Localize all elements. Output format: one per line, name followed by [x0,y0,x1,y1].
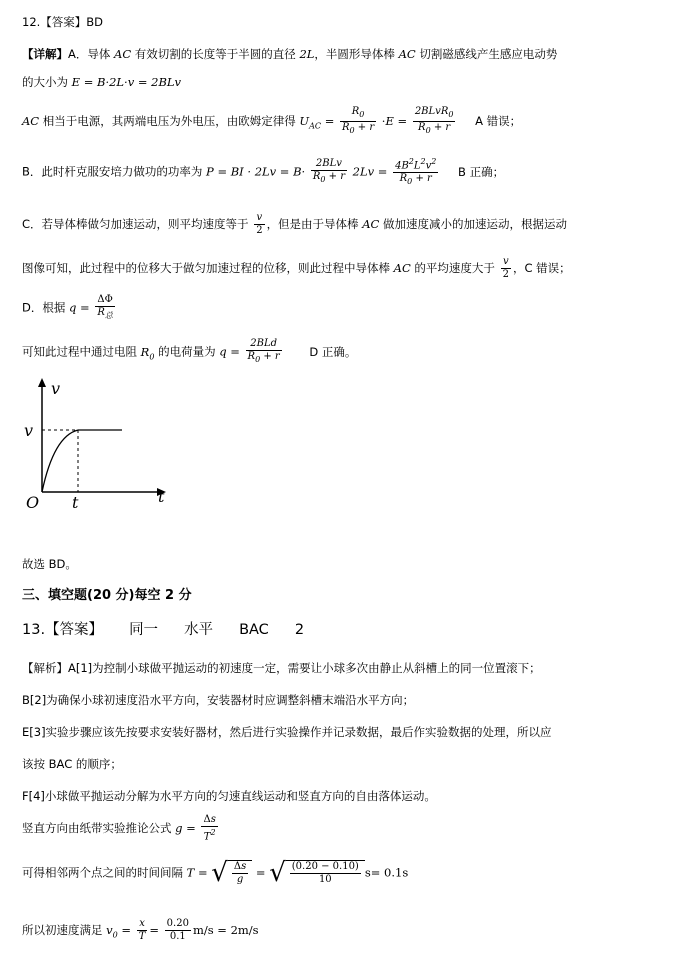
q12-line-emf: 的大小为 E = B·2L·v = 2BLv [22,75,182,89]
q13-analysis-e2: 该按 BAC 的顺序； [22,757,122,771]
q13-analysis-a: 【解析】A[1]为控制小球做平抛运动的初速度一定，需要让小球多次由静止从斜槽上的同一位置滚下； [22,661,541,675]
q12-conclusion: 故选 BD。 [22,557,77,571]
q13-header: 13.【答案】 同一 水平 BAC 2 [22,622,305,638]
v-tick-label: v [24,421,34,440]
q13-analysis-e1: E[3]实验步骤应该先按要求安装好器材，然后进行实验操作并记录数据，最后作实验数据的处理，所以应 [22,725,552,739]
v-axis-arrow-icon [38,378,46,387]
vt-curve [42,430,78,492]
t-tick-label: t [72,493,79,512]
q12-line-b: B．此时杆克服安培力做功的功率为 P = BI · 2Lv = B· $\frac{\text{2BLv}}{R_0 + r}$ 2Lv = $\frac{4B^2L^2v^2}{R_0 + r}$ B 正确； [22,157,505,187]
q12-line-a: 【详解】A．导体 AC 有效切割的长度等于半圆的直径 2L，半圆形导体棒 AC 切割磁感线产生感应电动势 [22,47,558,61]
t-axis-label: t [158,487,165,506]
origin-label: O [26,493,40,512]
q13-analysis-b: B[2]为确保小球初速度沿水平方向，安装器材时应调整斜槽末端沿水平方向； [22,693,415,707]
v-axis-label: v [51,379,61,398]
q12-line-d: D．根据 q = $\frac{\Delta\Phi}{R_总}$ [22,294,113,320]
q13-analysis-f: F[4]小球做平抛运动分解为水平方向的匀速直线运动和竖直方向的自由落体运动。 [22,789,436,803]
q13-g-line: 竖直方向由纸带实验推论公式 g = $\frac{\Delta s}{T^2}$ [22,814,216,843]
q12-line-c2: 图像可知，此过程中的位移大于做匀加速过程的位移，则此过程中导体棒 AC 的平均速度大于 $\frac{v}{2}$ ，C 错误； [22,256,571,280]
q13-t-line: 可得相邻两个点之间的时间间隔 T = √ $\frac{\Delta s}{g}$ = √ $\frac{(0.20 - 0.10)}{10}$ s= 0.1s [22,858,409,888]
q12-line-d2: 可知此过程中通过电阻 $R_0$ 的电荷量为 q = $\frac{\text{2BLd}}{R_0 + r}$ D 正确。 [22,338,357,364]
section-heading: 三、填空题(20 分)每空 2 分 [22,588,192,603]
q12-header: 12.【答案】BD [22,15,104,29]
q13-v-line: 所以初速度满足 $v_0$ = $\frac{x}{T}$ = $\frac{0.20}{0.1}$ m/s = 2m/s [22,918,259,942]
vt-graph [22,374,182,514]
q12-line-uac: AC 相当于电源，其两端电压为外电压，由欧姆定律得 $U_{AC}$ = $\frac{R_0}{R_0 + r}$ ·E = $\frac{2BLvR_0}{R_0 + r}$ A 错误； [22,106,522,135]
q12-line-c1: C．若导体棒做匀加速运动，则平均速度等于 $\frac{v}{2}$ ，但是由于导体棒 AC 做加速度减小的加速运动，根据运动 [22,212,567,236]
